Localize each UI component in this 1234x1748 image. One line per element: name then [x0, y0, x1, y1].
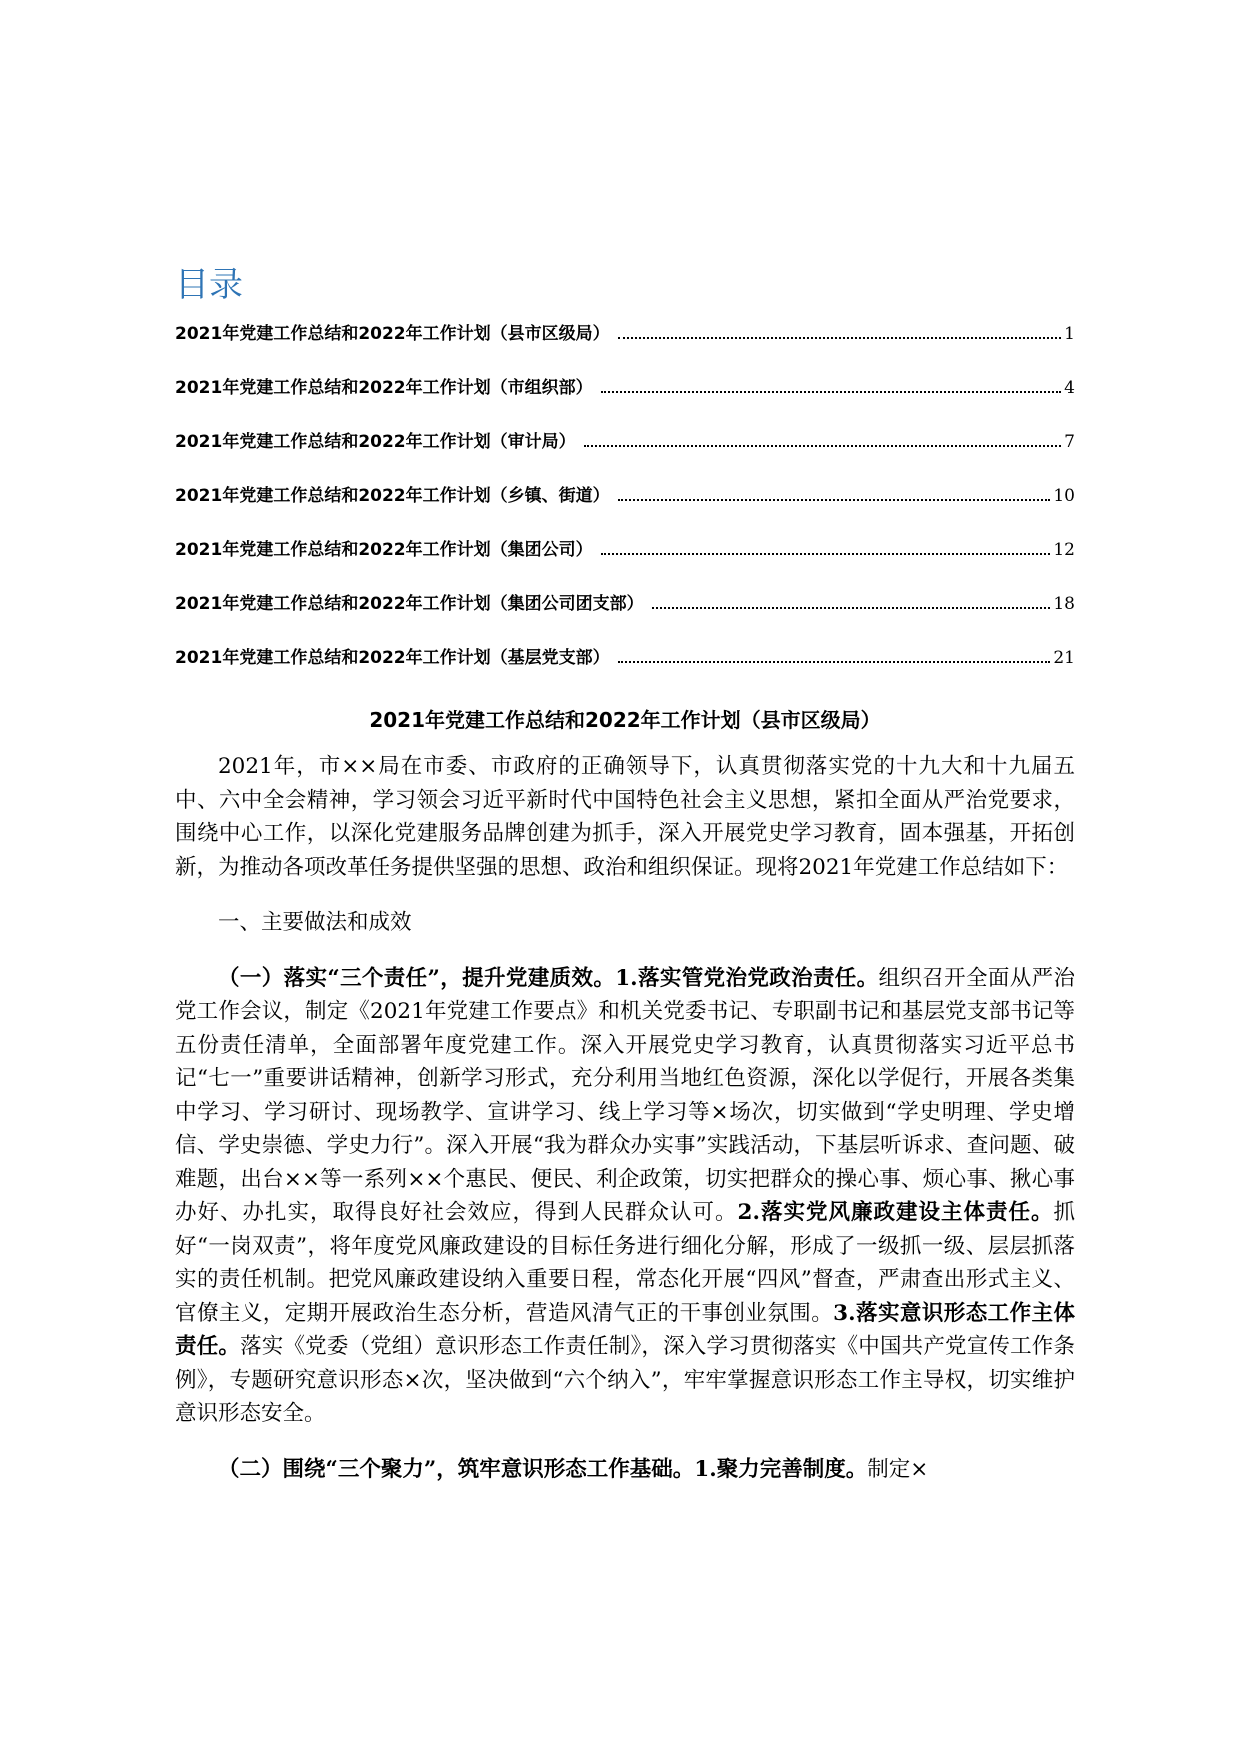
toc-item-title: 2021年党建工作总结和2022年工作计划（集团公司）: [175, 540, 593, 560]
toc-item[interactable]: [175, 590, 1075, 644]
toc-item[interactable]: [175, 374, 1075, 428]
toc-item-page: 12: [1053, 540, 1075, 560]
toc-leader: [618, 660, 1051, 663]
subpoint-title: 2.落实党风廉政建设主体责任。: [737, 1200, 1054, 1225]
toc-item[interactable]: [175, 428, 1075, 482]
document-title: 2021年党建工作总结和2022年工作计划（县市区级局）: [369, 708, 881, 732]
toc-item-page: 4: [1064, 378, 1075, 398]
toc-leader: [584, 444, 1062, 447]
intro-paragraph: 2021年，市××局在市委、市政府的正确领导下，认真贯彻落实党的十九大和十九届五中、六中全会精神，学习领会习近平新时代中国特色社会主义思想，紧扣全面从严治党要求，围绕中心工作，以深化党建服务品牌创建为抓手，深入开展党史学习教育，固本强基，开拓创新，为推动各项改革任务提供坚强的思想、政治和组织保证。现将2021年党建工作总结如下：: [175, 754, 1075, 880]
subpoint-title: 3.落实意识形态工作主体责任。: [175, 1300, 1075, 1359]
section-heading: 一、主要做法和成效: [218, 910, 412, 935]
toc-item-page: 21: [1053, 648, 1075, 668]
toc-item[interactable]: [175, 320, 1075, 374]
toc-item-title: 2021年党建工作总结和2022年工作计划（乡镇、街道）: [175, 486, 610, 506]
toc-leader: [618, 498, 1051, 501]
subpoint-text: 抓好“一岗双责”，将年度党风廉政建设的目标任务进行细化分解，形成了一级抓一级、层层抓落实的责任机制。把党风廉政建设纳入重要日程，常态化开展“四风”督查，严肃查出形式主义、官僚主义，定期开展政治生态分析，营造风清气正的干事创业氛围。: [175, 1200, 1075, 1326]
toc-item-page: 7: [1064, 432, 1075, 452]
toc-heading: 目录: [175, 265, 243, 305]
toc-item[interactable]: [175, 536, 1075, 590]
paragraph-heading: （二）围绕“三个聚力”，筑牢意识形态工作基础。: [218, 1456, 695, 1482]
toc-item-page: 18: [1053, 594, 1075, 614]
table-of-contents: [175, 320, 1075, 698]
document-body: [175, 750, 1075, 1508]
paragraph-responsibilities: [175, 962, 1075, 1431]
toc-item-title: 2021年党建工作总结和2022年工作计划（审计局）: [175, 432, 576, 452]
paragraph-ideology: [175, 1453, 1075, 1487]
toc-item-title: 2021年党建工作总结和2022年工作计划（市组织部）: [175, 378, 593, 398]
toc-item[interactable]: [175, 644, 1075, 698]
toc-leader: [601, 390, 1062, 393]
subpoint-text: 组织召开全面从严治党工作会议，制定《2021年党建工作要点》和机关党委书记、专职副书记和基层党支部书记等五份责任清单，全面部署年度党建工作。深入开展党史学习教育，认真贯彻落实习近平总书记“七一”重要讲话精神，创新学习形式，充分利用当地红色资源，深化以学促行，开展各类集中学习、学习研讨、现场教学、宣讲学习、线上学习等×场次，切实做到“学史明理、学史增信、学史崇德、学史力行”。深入开展“我为群众办实事”实践活动，下基层听诉求、查问题、破难题，出台××等一系列××个惠民、便民、利企政策，切实把群众的操心事、烦心事、揪心事办好、办扎实，取得良好社会效应，得到人民群众认可。: [175, 965, 1075, 1225]
toc-item-page: 1: [1064, 324, 1075, 344]
toc-item[interactable]: [175, 482, 1075, 536]
toc-leader: [652, 606, 1051, 609]
toc-item-title: 2021年党建工作总结和2022年工作计划（集团公司团支部）: [175, 594, 644, 614]
subpoint-title: 1.聚力完善制度。: [694, 1456, 868, 1482]
subpoint-text: 落实《党委（党组）意识形态工作责任制》，深入学习贯彻落实《中国共产党宣传工作条例》，专题研究意识形态×次，坚决做到“六个纳入”，牢牢掌握意识形态工作主导权，切实维护意识形态安全。: [175, 1334, 1075, 1426]
document-page: [175, 0, 1075, 1748]
toc-leader: [618, 336, 1062, 339]
toc-item-title: 2021年党建工作总结和2022年工作计划（县市区级局）: [175, 324, 610, 344]
paragraph-heading: （一）落实“三个责任”，提升党建质效。: [218, 965, 616, 991]
toc-leader: [601, 552, 1051, 555]
subpoint-title: 1.落实管党治党政治责任。: [615, 965, 879, 991]
toc-item-page: 10: [1053, 486, 1075, 506]
subpoint-text: 制定×: [867, 1456, 929, 1482]
toc-item-title: 2021年党建工作总结和2022年工作计划（基层党支部）: [175, 648, 610, 668]
